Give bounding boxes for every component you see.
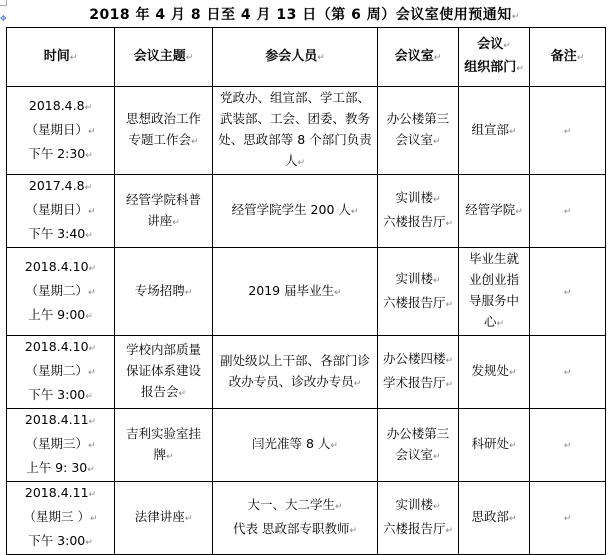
cell-line: 2018.4.11	[24, 412, 89, 427]
cell-paragraph	[9, 256, 112, 280]
cell-room[interactable]	[378, 409, 459, 482]
paragraph-mark-icon: ↵	[190, 137, 199, 147]
cell-line: 保证体系建设	[125, 363, 201, 378]
paragraph-mark-icon: ↵	[508, 368, 517, 378]
cell-paragraph	[117, 108, 210, 153]
paragraph-mark-icon: ↵	[433, 52, 442, 63]
paragraph-mark-icon: ↵	[353, 378, 362, 389]
cell-line: 下午 3:00	[28, 533, 86, 548]
cell-line: 六楼报告厅	[382, 294, 446, 310]
cell-line: 上午 9: 30	[26, 460, 88, 475]
table-row	[7, 409, 606, 482]
column-header-remarks	[530, 28, 606, 87]
cell-line: 讲座	[147, 212, 173, 228]
cell-line: （星期三）	[25, 436, 88, 451]
paragraph-mark-icon: ↵	[297, 158, 306, 168]
cell-line: 六楼报告厅	[382, 521, 446, 536]
cell-topic[interactable]	[115, 175, 213, 248]
cell-paragraph	[380, 292, 456, 316]
paragraph-mark-icon: ↵	[503, 41, 511, 51]
paragraph-mark-icon: ↵	[85, 150, 93, 161]
cell-paragraph	[9, 223, 112, 247]
cell-line: 时间	[43, 48, 70, 64]
paragraph-mark-icon: ↵	[349, 526, 358, 536]
paragraph-mark-icon: ↵	[87, 465, 95, 475]
cell-paragraph	[9, 336, 112, 360]
cell-paragraph	[9, 482, 112, 506]
cell-paragraph	[215, 494, 375, 518]
paragraph-mark-icon: ↵	[330, 441, 338, 451]
cell-line: 上午 9:00	[28, 306, 86, 322]
paragraph-mark-icon: ↵	[445, 299, 454, 310]
cell-line: 会议	[477, 37, 504, 52]
cell-paragraph	[117, 280, 210, 304]
cell-topic[interactable]	[115, 248, 213, 336]
cell-paragraph	[9, 409, 112, 433]
cell-line: 心	[483, 314, 497, 329]
cell-time[interactable]	[7, 482, 115, 555]
cell-paragraph	[9, 506, 112, 530]
cell-paragraph	[117, 423, 210, 468]
cell-paragraph	[380, 348, 456, 372]
paragraph-mark-icon: ↵	[85, 311, 93, 322]
cell-line: 2018.4.8	[28, 97, 85, 113]
paragraph-mark-icon: ↵	[87, 207, 96, 217]
paragraph-mark-icon: ↵	[350, 207, 359, 217]
header-row	[7, 28, 606, 87]
paragraph-mark-icon: ↵	[85, 392, 93, 402]
cell-line: 办公楼四楼	[382, 351, 446, 366]
paragraph-mark-icon: ↵	[432, 195, 441, 205]
cell-line: 代表 思政部专职教师	[232, 521, 350, 536]
paragraph-mark-icon: ↵	[496, 319, 505, 329]
paragraph-mark-icon: ↵	[563, 126, 572, 137]
paragraph-mark-icon: ↵	[85, 538, 93, 548]
cell-organizer[interactable]	[459, 175, 530, 248]
paragraph-mark-icon: ↵	[334, 287, 342, 298]
cell-paragraph	[380, 268, 456, 292]
cell-paragraph	[9, 175, 112, 199]
cell-line: 会议室	[395, 132, 433, 147]
cell-paragraph	[9, 143, 112, 167]
cell-paragraph	[215, 87, 375, 174]
cell-line: 经管学院学生 200 人	[231, 202, 351, 217]
cell-line: 备注	[550, 48, 577, 64]
cell-organizer[interactable]	[459, 482, 530, 555]
cell-room[interactable]	[378, 175, 459, 248]
paragraph-mark-icon: ↵	[563, 287, 572, 298]
cell-remarks[interactable]	[530, 336, 606, 409]
cell-line: 下午 2:30	[28, 145, 86, 161]
cell-paragraph	[532, 360, 603, 384]
cell-paragraph	[215, 199, 375, 223]
cell-line: 学校内部质量	[125, 342, 201, 357]
paragraph-mark-icon: ↵	[87, 287, 96, 298]
cell-line: （星期二）	[25, 282, 88, 298]
paragraph-mark-icon: ↵	[87, 441, 96, 451]
paragraph-mark-icon: ↵	[508, 441, 517, 451]
cell-paragraph	[532, 506, 603, 530]
title-text: 2018 年 4 月 8 日至 4 月 13 日（第 6 周）会议室使用预通知	[89, 7, 512, 23]
paragraph-mark-icon: ↵	[508, 514, 517, 524]
paragraph-mark-icon: ↵	[172, 217, 180, 228]
cell-topic[interactable]	[115, 87, 213, 175]
cell-line: 下午 3:00	[28, 387, 86, 402]
cell-topic[interactable]	[115, 336, 213, 409]
cell-paragraph	[9, 433, 112, 457]
paragraph-mark-icon: ↵	[88, 263, 97, 274]
paragraph-mark-icon: ↵	[511, 12, 520, 22]
cell-time[interactable]	[7, 248, 115, 336]
table-row	[7, 248, 606, 336]
column-header-room	[378, 28, 459, 87]
meeting-schedule-table	[6, 27, 606, 555]
column-header-time	[7, 28, 115, 87]
cell-organizer[interactable]	[459, 248, 530, 336]
cell-paragraph	[9, 530, 112, 554]
column-header-attendees	[213, 28, 378, 87]
paragraph-mark-icon: ↵	[88, 490, 97, 500]
cell-paragraph	[380, 108, 456, 153]
cell-paragraph	[215, 433, 375, 457]
cell-attendees[interactable]	[213, 175, 378, 248]
paragraph-mark-icon: ↵	[576, 52, 585, 63]
cell-line: 思想政治工作	[125, 111, 201, 126]
cell-line: 经管学院科普	[125, 191, 201, 207]
cell-line: 2018.4.10	[24, 258, 89, 274]
paragraph-mark-icon: ↵	[89, 514, 98, 524]
cell-time[interactable]	[7, 87, 115, 175]
cell-paragraph	[9, 95, 112, 119]
paragraph-mark-icon: ↵	[84, 183, 93, 193]
column-header-organizer	[459, 28, 530, 87]
paragraph-mark-icon: ↵	[432, 502, 441, 512]
cell-line: 2018.4.11	[24, 485, 89, 500]
paragraph-mark-icon: ↵	[184, 514, 193, 524]
cell-remarks[interactable]	[530, 248, 606, 336]
cell-paragraph	[461, 34, 527, 57]
table-move-handle-icon[interactable]: ✥	[0, 14, 7, 23]
cell-line: （星期三 ）	[23, 509, 90, 524]
cell-line: 会议主题	[133, 48, 186, 64]
table-row	[7, 336, 606, 409]
paragraph-mark-icon: ↵	[516, 64, 524, 74]
cell-room[interactable]	[378, 87, 459, 175]
cell-line: 会议室	[395, 446, 433, 462]
cell-topic[interactable]	[115, 482, 213, 555]
cell-remarks[interactable]	[530, 87, 606, 175]
cell-line: 科研处	[471, 436, 509, 451]
cell-paragraph	[380, 423, 456, 468]
paragraph-mark-icon: ↵	[445, 380, 454, 390]
cell-paragraph	[461, 248, 527, 335]
cell-line: 2018.4.10	[24, 339, 89, 354]
cell-line: 专场招聘	[134, 282, 185, 298]
cell-organizer[interactable]	[459, 87, 530, 175]
cell-paragraph	[380, 187, 456, 211]
cell-paragraph	[9, 280, 112, 304]
cell-organizer[interactable]	[459, 409, 530, 482]
cell-line: 报告会	[140, 384, 179, 399]
cell-line: 闫光准等 8 人	[252, 436, 331, 451]
paragraph-mark-icon: ↵	[165, 451, 174, 462]
cell-line: 副处级以上干部、各部门诊	[219, 352, 370, 368]
cell-paragraph	[117, 339, 210, 405]
paragraph-mark-icon: ↵	[445, 526, 454, 536]
cell-paragraph	[9, 119, 112, 143]
cell-paragraph	[215, 280, 375, 304]
paragraph-mark-icon: ↵	[563, 441, 572, 451]
cell-line: 组宣部	[471, 121, 509, 137]
cell-room[interactable]	[378, 336, 459, 409]
cell-room[interactable]	[378, 482, 459, 555]
cell-line: 改办专员、诊改办专员	[228, 373, 354, 389]
cell-paragraph	[215, 46, 375, 69]
cell-line: （星期二）	[25, 363, 88, 378]
cell-paragraph	[117, 189, 210, 234]
cell-paragraph	[9, 199, 112, 223]
cell-time[interactable]	[7, 175, 115, 248]
cell-remarks[interactable]	[530, 482, 606, 555]
cell-line: 大一、大二学生	[247, 497, 335, 512]
cell-line: 经管学院	[465, 202, 516, 217]
paragraph-mark-icon: ↵	[185, 52, 194, 63]
cell-paragraph	[9, 304, 112, 328]
table-row	[7, 87, 606, 175]
cell-line: 办公楼第三	[386, 425, 450, 441]
cell-line: 党政办、组宣部、学工部、	[219, 90, 370, 105]
paragraph-mark-icon: ↵	[508, 126, 517, 137]
cell-line: 办公楼第三	[386, 111, 450, 126]
cell-paragraph	[532, 433, 603, 457]
cell-paragraph	[380, 211, 456, 235]
table-row	[7, 175, 606, 248]
cell-line: 武装部、工会、团委、教务	[219, 111, 370, 126]
cell-organizer[interactable]	[459, 336, 530, 409]
cell-paragraph	[215, 518, 375, 542]
paragraph-mark-icon: ↵	[432, 137, 441, 147]
cell-line: 实训楼	[395, 497, 433, 512]
cell-paragraph	[461, 57, 527, 80]
cell-attendees[interactable]	[213, 336, 378, 409]
cell-attendees[interactable]	[213, 482, 378, 555]
cell-paragraph	[532, 46, 603, 69]
cell-paragraph	[117, 506, 210, 530]
paragraph-mark-icon: ↵	[85, 231, 93, 241]
cell-paragraph	[117, 46, 210, 69]
cell-line: 学术报告厅	[382, 375, 446, 390]
cell-line: 吉利实验室挂	[125, 425, 201, 441]
column-header-topic	[115, 28, 213, 87]
cell-paragraph	[9, 384, 112, 408]
cell-line: 会议室	[394, 48, 434, 64]
cell-remarks[interactable]	[530, 175, 606, 248]
paragraph-mark-icon: ↵	[432, 275, 441, 286]
cell-attendees[interactable]	[213, 409, 378, 482]
paragraph-mark-icon: ↵	[432, 451, 441, 462]
cell-line: 导服务中	[468, 293, 519, 308]
paragraph-mark-icon: ↵	[445, 219, 454, 229]
cell-line: 实训楼	[395, 270, 433, 286]
cell-line: 牌	[153, 446, 166, 462]
cell-paragraph	[532, 280, 603, 304]
cell-paragraph	[461, 360, 527, 384]
cell-line: 2019 届毕业生	[248, 282, 335, 298]
cell-line: 组织部门	[464, 60, 517, 75]
cell-line: （星期日）	[25, 121, 88, 137]
cell-paragraph	[461, 199, 527, 223]
table-row	[7, 482, 606, 555]
cell-line: 发规处	[471, 363, 509, 378]
cell-time[interactable]	[7, 409, 115, 482]
paragraph-mark-icon: ↵	[84, 102, 93, 113]
paragraph-mark-icon: ↵	[563, 514, 572, 524]
cell-remarks[interactable]	[530, 409, 606, 482]
cell-line: 2017.4.8	[28, 178, 85, 193]
cell-line: 人	[284, 153, 298, 168]
cell-paragraph	[532, 199, 603, 223]
cell-room[interactable]	[378, 248, 459, 336]
paragraph-mark-icon: ↵	[515, 207, 523, 217]
cell-paragraph	[380, 494, 456, 518]
cell-line: 毕业生就	[468, 251, 519, 266]
paragraph-mark-icon: ↵	[88, 417, 97, 427]
cell-line: 思政部	[471, 509, 509, 524]
paragraph-mark-icon: ↵	[69, 52, 78, 63]
paragraph-mark-icon: ↵	[563, 368, 572, 378]
cell-paragraph	[9, 360, 112, 384]
cell-paragraph	[380, 372, 456, 396]
cell-paragraph	[215, 350, 375, 395]
cell-paragraph	[380, 518, 456, 542]
cell-paragraph	[9, 457, 112, 481]
cell-line: 法律讲座	[134, 509, 185, 524]
paragraph-mark-icon: ↵	[184, 287, 193, 298]
cell-attendees[interactable]	[213, 248, 378, 336]
cell-paragraph	[380, 46, 456, 69]
cell-line: 业创业指	[468, 272, 519, 287]
cell-line: 六楼报告厅	[382, 214, 446, 229]
cell-paragraph	[9, 46, 112, 69]
cell-line: 实训楼	[395, 190, 433, 205]
paragraph-mark-icon: ↵	[334, 502, 343, 512]
cell-line: 处、思政部等 8 个部门负责	[218, 132, 372, 147]
paragraph-mark-icon: ↵	[317, 52, 325, 63]
paragraph-mark-icon: ↵	[445, 356, 454, 366]
cell-line: 参会人员	[265, 48, 318, 64]
cell-line: （星期日）	[25, 202, 88, 217]
paragraph-mark-icon: ↵	[87, 368, 96, 378]
paragraph-mark-icon: ↵	[88, 344, 97, 354]
cell-paragraph	[461, 433, 527, 457]
paragraph-mark-icon: ↵	[178, 389, 187, 399]
cell-topic[interactable]	[115, 409, 213, 482]
cell-paragraph	[532, 119, 603, 143]
cell-paragraph	[461, 506, 527, 530]
cell-paragraph	[461, 119, 527, 143]
paragraph-mark-icon: ↵	[563, 207, 572, 217]
paragraph-mark-icon: ↵	[87, 126, 96, 137]
cell-time[interactable]	[7, 336, 115, 409]
document-title	[0, 4, 609, 24]
cell-attendees[interactable]	[213, 87, 378, 175]
cell-line: 专题工作会	[128, 132, 191, 147]
cell-line: 下午 3:40	[28, 226, 86, 241]
